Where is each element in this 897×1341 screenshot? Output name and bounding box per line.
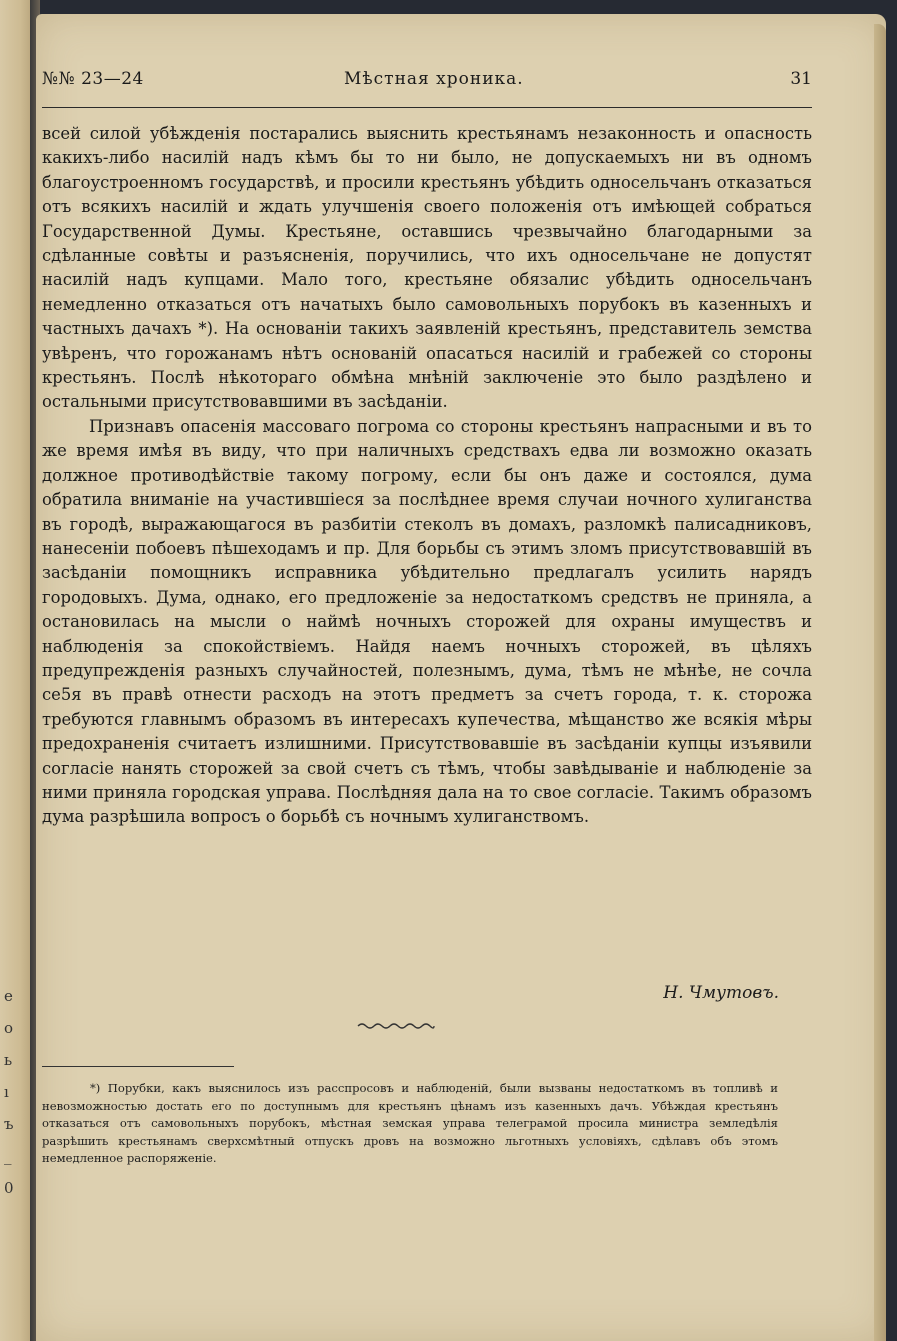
footnote <box>42 1080 778 1168</box>
running-title: Мѣстная хроника. <box>344 69 524 89</box>
page-edge <box>874 24 886 1341</box>
page-sheet <box>36 14 886 1341</box>
page-number: 31 <box>790 69 812 89</box>
running-header <box>42 69 812 97</box>
header-rule <box>42 107 812 108</box>
footnote-text: *) Порубки, какъ выяснилось изъ расспросовъ и наблюденій, были вызваны недостаткомъ въ топливѣ и невозможностью достать его по доступнымъ для крестьянъ цѣнамъ изъ казенныхъ дачъ. Убѣждая крестьянъ отказаться отъ самовольныхъ порубокъ, мѣстная земская управа телеграмой просила министра земледѣлія разрѣшить крестьянамъ сверхсмѣтный отпускъ дровъ на возможно льготныхъ условіяхъ, сдѣлавъ объ этомъ немедленное распоряженіе. <box>42 1081 778 1166</box>
article-body <box>42 122 812 830</box>
author-signature: Н. Чмутовъ. <box>663 983 779 1003</box>
facing-page-letter-fragments: е о ь ı ъ _ 0 <box>4 987 14 1197</box>
paragraph: Признавъ опасенія массоваго погрома со стороны крестьянъ напрасными и въ то же время имѣя въ виду, что при наличныхъ средствахъ едва ли возможно оказать должное противодѣйствіе такому погрому, если бы онъ даже и состоялся, дума обратила вниманіе на участившіеся за послѣднее время случаи ночного хулиганства въ городѣ, выражающагося въ разбитіи стеколъ въ домахъ, разломкѣ палисадниковъ, нанесеніи побоевъ пѣшеходамъ и пр. Для борьбы съ этимъ зломъ присутствовавшій въ засѣданіи помощникъ исправника убѣдительно предлагалъ усилить нарядъ городовыхъ. Дума, однако, его предложеніе за недостаткомъ средствъ не приняла, а остановилась на мысли о наймѣ ночныхъ сторожей для охраны имуществъ и наблюденія за спокойствіемъ. Найдя наемъ ночныхъ сторожей, въ цѣляхъ предупрежденія разныхъ случайностей, полезнымъ, дума, тѣмъ не мѣнѣе, не сочла се5я въ правѣ отнести расходъ на этотъ предметъ за счетъ города, т. к. сторожа требуются главнымъ образомъ въ интересахъ купечества, мѣщанство же всякія мѣры предохраненія считаетъ излишними. Присутствовавшіе въ засѣданіи купцы изъявили согласіе нанять сторожей за свой счетъ съ тѣмъ, чтобы завѣдываніе и наблюденіе за ними приняла городская управа. Послѣдняя дала на то свое согласіе. Такимъ образомъ дума разрѣшила вопросъ о борьбѣ съ ночнымъ хулиганствомъ. <box>42 416 812 827</box>
footnote-rule <box>42 1066 234 1067</box>
issue-number: №№ 23—24 <box>42 69 144 89</box>
paragraph: всей силой убѣжденія постарались выяснить крестьянамъ незаконность и опасность какихъ-либо насилій надъ кѣмъ бы то ни было, не допускаемыхъ ни въ одномъ благоустроенномъ государствѣ, и просили крестьянъ убѣдить односельчанъ отказаться отъ всякихъ насилій и ждать улучшенія своего положенія отъ имѣющей собраться Государственной Думы. Крестьяне, оставшись чрезвычайно благодарными за сдѣланные совѣты и разъясненія, поручились, что ихъ односельчане не допустят насилій надъ купцами. Мало того, крестьяне обязалис убѣдить односельчанъ немедленно отказаться отъ начатыхъ было самовольныхъ порубокъ въ казенныхъ и частныхъ дачахъ *). На основаніи такихъ заявленій крестьянъ, представитель земства увѣренъ, что горожанамъ нѣтъ основаній опасаться насилій и грабежей со стороны крестьянъ. Послѣ нѣкотораго обмѣна мнѣній заключеніе это было раздѣлено и остальными присутствовавшими въ засѣданіи. <box>42 124 812 412</box>
facing-page-edge <box>0 0 34 1341</box>
section-ornament <box>356 1020 436 1032</box>
